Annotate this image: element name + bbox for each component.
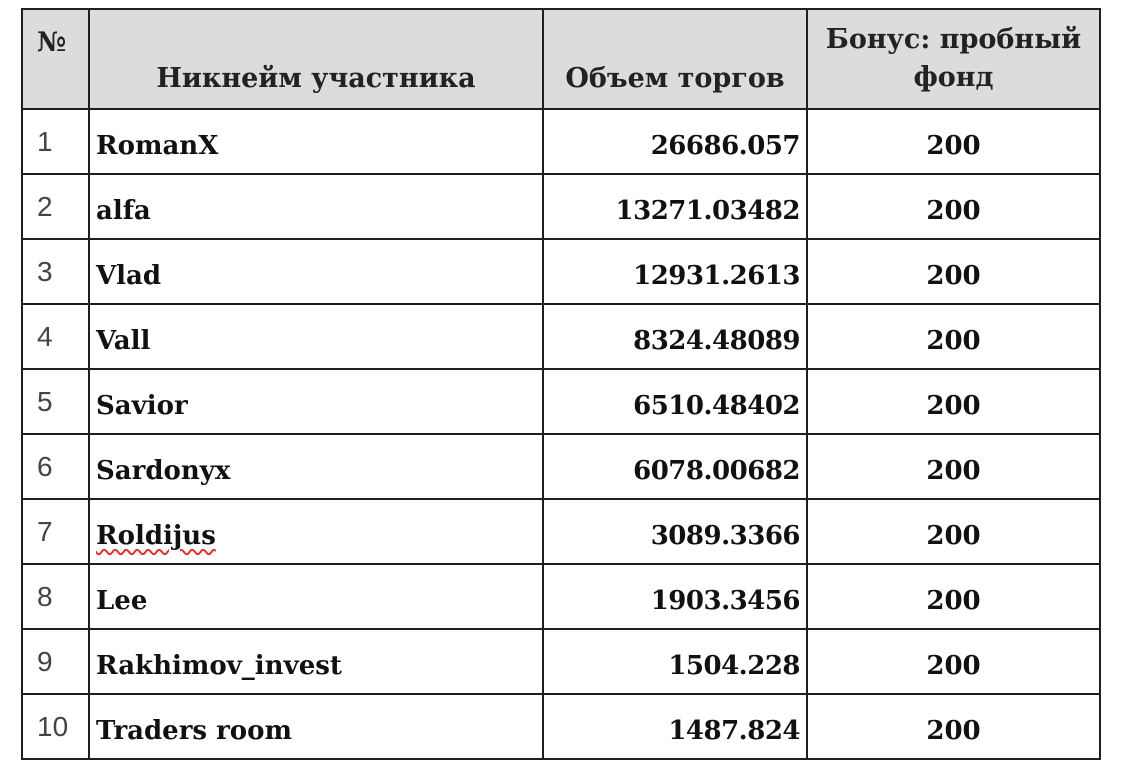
header-row: [22, 9, 1100, 109]
trading-volume: 1487.824: [543, 694, 807, 759]
table-header: [22, 9, 1100, 109]
row-number: 6: [22, 434, 89, 499]
bonus-amount: 200: [807, 629, 1100, 694]
bonus-amount: 200: [807, 564, 1100, 629]
participant-nickname-cell: [89, 174, 543, 239]
participant-nickname: Vall: [96, 325, 151, 356]
table-body: [22, 109, 1100, 759]
header-volume: Объем торгов: [543, 9, 807, 109]
participant-nickname-cell: [89, 629, 543, 694]
participant-nickname-cell: [89, 369, 543, 434]
trading-volume: 12931.2613: [543, 239, 807, 304]
bonus-amount: 200: [807, 304, 1100, 369]
row-number: 4: [22, 304, 89, 369]
bonus-amount: 200: [807, 434, 1100, 499]
participant-nickname: Vlad: [96, 260, 162, 291]
table-row: [22, 499, 1100, 564]
participant-nickname-cell: [89, 564, 543, 629]
row-number: 1: [22, 109, 89, 174]
bonus-amount: 200: [807, 499, 1100, 564]
table-row: [22, 434, 1100, 499]
participant-nickname-cell: [89, 304, 543, 369]
bonus-amount: 200: [807, 109, 1100, 174]
participant-nickname: Roldijus: [96, 520, 216, 551]
bonus-amount: 200: [807, 694, 1100, 759]
trading-volume: 6510.48402: [543, 369, 807, 434]
participant-nickname-cell: [89, 109, 543, 174]
header-number: №: [22, 9, 89, 109]
row-number: 3: [22, 239, 89, 304]
table-row: [22, 694, 1100, 759]
row-number: 2: [22, 174, 89, 239]
participant-nickname: Lee: [96, 585, 148, 616]
participant-nickname: RomanX: [96, 130, 219, 161]
row-number: 7: [22, 499, 89, 564]
participant-nickname: Traders room: [96, 715, 293, 746]
participant-nickname-cell: [89, 239, 543, 304]
trading-volume: 6078.00682: [543, 434, 807, 499]
table-row: [22, 629, 1100, 694]
trading-volume: 1903.3456: [543, 564, 807, 629]
participant-nickname: Savior: [96, 390, 188, 421]
row-number: 8: [22, 564, 89, 629]
table-row: [22, 239, 1100, 304]
trading-volume: 3089.3366: [543, 499, 807, 564]
table-row: [22, 564, 1100, 629]
header-bonus: Бонус: пробный фонд: [807, 9, 1100, 109]
trading-volume: 13271.03482: [543, 174, 807, 239]
row-number: 9: [22, 629, 89, 694]
table-row: [22, 174, 1100, 239]
trading-volume: 8324.48089: [543, 304, 807, 369]
table-row: [22, 369, 1100, 434]
participant-nickname-cell: [89, 499, 543, 564]
trading-volume: 1504.228: [543, 629, 807, 694]
row-number: 5: [22, 369, 89, 434]
participant-nickname: Rakhimov_invest: [96, 650, 342, 681]
bonus-amount: 200: [807, 174, 1100, 239]
header-nickname: Никнейм участника: [89, 9, 543, 109]
table-row: [22, 304, 1100, 369]
bonus-amount: 200: [807, 239, 1100, 304]
table-row: [22, 109, 1100, 174]
participant-nickname-cell: [89, 694, 543, 759]
bonus-amount: 200: [807, 369, 1100, 434]
row-number: 10: [22, 694, 89, 759]
trading-volume: 26686.057: [543, 109, 807, 174]
participant-nickname: Sardonyx: [96, 455, 231, 486]
leaderboard-table: [21, 8, 1101, 760]
participant-nickname-cell: [89, 434, 543, 499]
participant-nickname: alfa: [96, 195, 151, 226]
